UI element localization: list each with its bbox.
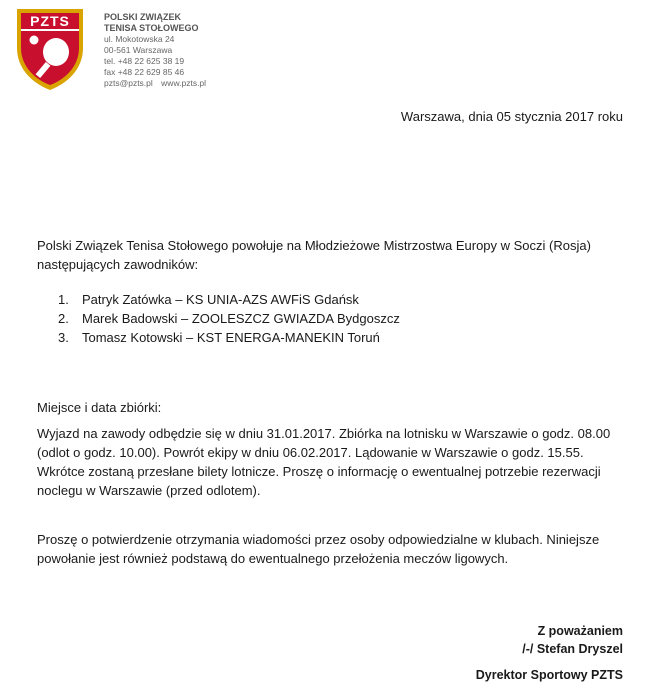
regards-line: Z poważaniem [537,624,623,638]
closing-paragraph: Proszę o potwierdzenie otrzymania wiadomości przez osoby odpowiedzialne w klubach. Niniejsze powołanie jest również podstawą do ewentualnego przełożenia meczów ligowych. [37,532,600,566]
org-name-line2: TENISA STOŁOWEGO [104,23,199,33]
telephone: tel. +48 22 625 38 19 [104,56,185,66]
website-link[interactable]: www.pzts.pl [161,78,207,88]
player-list [58,290,400,347]
org-name-line1: POLSKI ZWIĄZEK [104,12,181,22]
list-item [58,290,400,309]
web-contacts [104,78,206,89]
signatory-title: Dyrektor Sportowy PZTS [475,668,623,682]
street-address: ul. Mokotowska 24 [104,34,175,44]
list-item [58,328,400,347]
list-item [58,309,400,328]
list-number: 3. [58,330,69,345]
signatory-line: /-/ Stefan Dryszel [522,642,623,656]
organization-address [104,12,206,89]
list-number: 1. [58,292,69,307]
list-number: 2. [58,311,69,326]
postal-address: 00-561 Warszawa [104,45,173,55]
letter-date: Warszawa, dnia 05 stycznia 2017 roku [400,109,623,124]
logo-text: PZTS [30,13,70,29]
fax: fax +48 22 629 85 46 [104,67,185,77]
gathering-paragraph: Wyjazd na zawody odbędzie się w dniu 31.01.2017. Zbiórka na lotnisku w Warszawie o godz. 08.00 (odlot o godz. 10.00). Powrót ekipy w dniu 06.02.2017. Lądowanie w Warszawie o godz. 15.55. Wkrótce zostaną przesłane bilety lotnicze. Proszę o informację o ewentualnej potrzebie rezerwacji noclegu w Warszawie (przed odlotem). [37,426,611,498]
player-entry: Marek Badowski – ZOOLESZCZ GWIAZDA Bydgoszcz [82,311,400,326]
pzts-shield-icon [14,6,86,92]
player-entry: Patryk Zatówka – KS UNIA-AZS AWFiS Gdańsk [82,292,359,307]
gathering-heading: Miejsce i data zbiórki: [37,400,162,415]
intro-paragraph: Polski Związek Tenisa Stołowego powołuje na Młodzieżowe Mistrzostwa Europy w Soczi (Rosja) następujących zawodników: [37,238,591,272]
signature-block [522,622,623,658]
pzts-logo [14,6,86,92]
email-link[interactable]: pzts@pzts.pl [104,78,153,88]
player-entry: Tomasz Kotowski – KST ENERGA-MANEKIN Toruń [82,330,380,345]
